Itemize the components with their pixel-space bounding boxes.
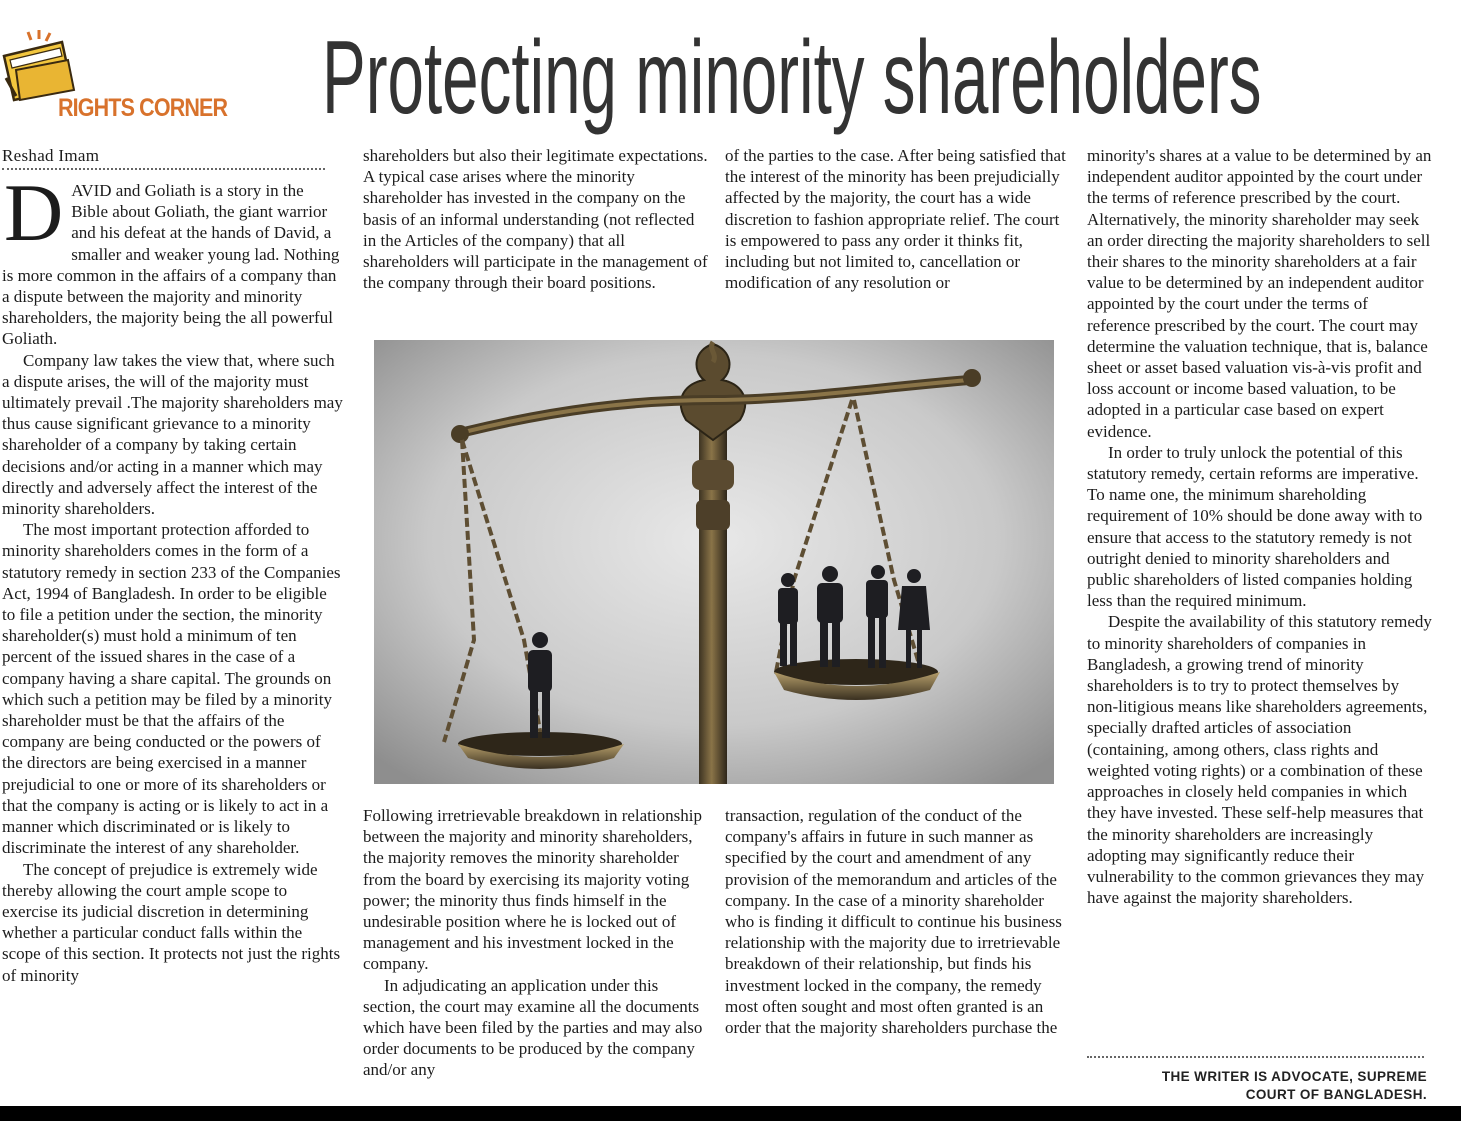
paragraph: In adjudicating an application under this section, the court may examine all the documents which have been filed by the parties and may also order documents to be produced by the company and/or any (363, 975, 703, 1080)
page-bottom-bar (0, 1106, 1461, 1121)
article-column-4 (1087, 145, 1432, 908)
article-column-3-top (725, 145, 1070, 293)
writer-credit-line: COURT OF BANGLADESH. (1245, 1087, 1427, 1102)
article-column-3-bottom (725, 805, 1070, 1038)
paragraph: Company law takes the view that, where such a dispute arises, the will of the majority must ultimately prevail .The majority shareholders may thus cause significant grievance to a minority shareholder of a company by taking certain decisions and/or acting in a manner which may directly and adversely affect the interest of the minority shareholders. (2, 350, 343, 519)
writer-credit (1162, 1068, 1427, 1104)
byline-text: Reshad Imam (2, 146, 100, 165)
drop-cap: D (4, 167, 64, 258)
paragraph: The concept of prejudice is extremely wide thereby allowing the court ample scope to exercise its judicial discretion in determining whether a particular conduct falls within the scope of this section. It protects not just the rights of minority (2, 859, 341, 985)
headline: Protecting minority shareholders (322, 20, 1262, 136)
paragraph: transaction, regulation of the conduct of the company's affairs in future in such manner as specified by the court and amendment of any provision of the memorandum and articles of the company. In the case of a minority shareholder who is finding it difficult to continue his business relationship with the majority due to irretrievable breakdown of their relationship, but finds his investment locked in the company, the remedy most often sought and most often granted is an order that the majority shareholders purchase the (725, 806, 1062, 1038)
article-column-1 (2, 167, 344, 986)
balance-scale-image (374, 340, 1054, 784)
paragraph: Following irretrievable breakdown in relationship between the majority and minority shareholders, the majority removes the minority shareholder from the board by exercising its majority voting power; the minority thus finds himself in the undesirable position where he is locked out of management and his investment locked in the company. (363, 806, 702, 974)
rights-corner-logo (2, 30, 232, 122)
article-column-2-bottom (363, 805, 708, 1081)
paragraph: In order to truly unlock the potential of this statutory remedy, certain reforms are imperative. To name one, the minimum shareholding requirement of 10% should be done away with to ensure that access to the statutory remedy is not outright denied to minority shareholders and public shareholders of listed companies holding less than the required minimum. (1087, 442, 1423, 611)
paragraph: shareholders but also their legitimate expectations. A typical case arises where the minority shareholder has invested in the company on the basis of an informal understanding (not reflected in the Articles of the company) that all shareholders will participate in the management of the company through their board positions. (363, 146, 708, 293)
paragraph: of the parties to the case. After being satisfied that the interest of the minority has been prejudicially affected by the majority, the court has a wide discretion to fashion appropriate relief. The court is empowered to pass any order it thinks fit, including but not limited to, cancellation or modification of any resolution or (725, 146, 1066, 293)
paragraph: The most important protection afforded to minority shareholders comes in the form of a statutory remedy in section 233 of the Companies Act, 1994 of Bangladesh. In order to be eligible to file a petition under the section, the minority shareholder(s) must hold a minimum of ten percent of the issued shares in the case of a company having a share capital. The grounds on which such a petition may be filed by a minority shareholder must be that the affairs of the company are being conducted or the powers of the directors are being exercised in a manner prejudicial to one or more of its shareholders or that the company is acting or is likely to act in a manner which discriminated or is likely to discriminate the interest of any shareholder. (2, 520, 341, 858)
article-column-2-top (363, 145, 708, 293)
paragraph: Despite the availability of this statutory remedy to minority shareholders of companies in Bangladesh, a growing trend of minority shareholders is to try to protect themselves by non-litigious means like shareholders agreements, specially drafted articles of association (containing, among others, class rights and weighted voting rights) or a combination of these approaches in closely held companies in which they have invested. These self-help measures that the minority shareholders are increasingly adopting may significantly reduce their vulnerability to the common grievances they may have against the majority shareholders. (1087, 612, 1432, 908)
paragraph: minority's shares at a value to be determined by an independent auditor appointed by the court under the terms of reference prescribed by the court. Alternatively, the minority shareholder may seek an order directing the majority shareholders to sell their shares to the minority shareholders at a fair value to be determined by an independent auditor appointed by the court under the terms of reference prescribed by the court. The court may determine the valuation technique, that is, balance sheet or asset based valuation vis-à-vis profit and loss account or income based valuation, to be adopted in a particular case based on expert evidence. (1087, 146, 1432, 441)
writer-credit-line: THE WRITER IS ADVOCATE, SUPREME (1161, 1069, 1427, 1084)
credit-divider (1087, 1056, 1424, 1058)
section-label: RIGHTS CORNER (58, 94, 228, 122)
paragraph: AVID and Goliath is a story in the Bible about Goliath, the giant warrior and his defeat at the hands of David, a smaller and weaker young lad. Nothing is more common in the affairs of a company than a dispute between the majority and minority shareholders, the majority being the all powerful Goliath. (2, 181, 340, 349)
folder-icon (2, 30, 232, 104)
